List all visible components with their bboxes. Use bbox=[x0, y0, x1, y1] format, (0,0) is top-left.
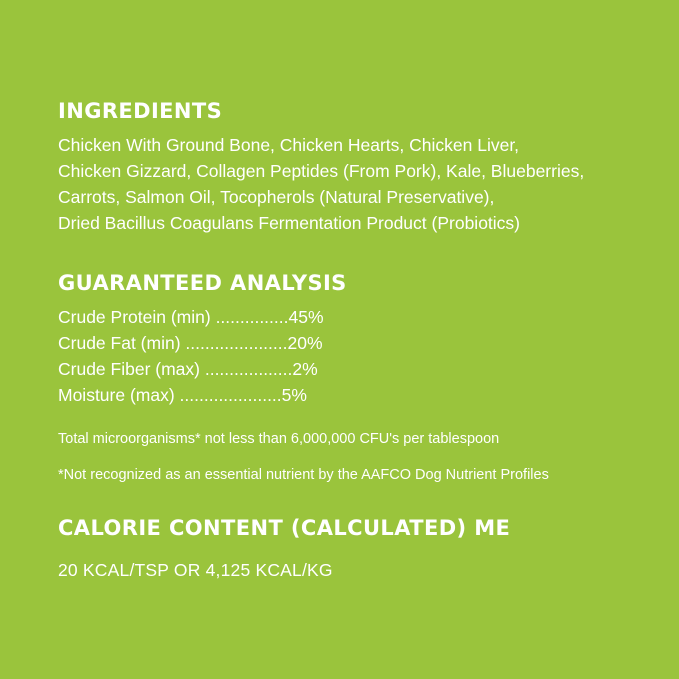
ingredients-section bbox=[58, 100, 584, 236]
analysis-label: Crude Fat (min) bbox=[58, 333, 181, 354]
analysis-dots: ..................... bbox=[174, 385, 282, 406]
calorie-content-heading: CALORIE CONTENT (CALCULATED) ME bbox=[58, 516, 511, 540]
analysis-dots: ............... bbox=[210, 307, 289, 328]
guaranteed-analysis-heading: GUARANTEED ANALYSIS bbox=[58, 271, 347, 295]
ingredients-line: Dried Bacillus Coagulans Fermentation Product (Probiotics) bbox=[58, 213, 521, 234]
analysis-value: 5% bbox=[281, 385, 307, 406]
ingredients-line: Carrots, Salmon Oil, Tocopherols (Natural Preservative), bbox=[58, 187, 495, 208]
ingredients-line: Chicken With Ground Bone, Chicken Hearts, Chicken Liver, bbox=[58, 135, 520, 156]
analysis-dots: .................. bbox=[199, 359, 293, 380]
ingredients-heading: INGREDIENTS bbox=[58, 99, 223, 123]
analysis-row bbox=[58, 304, 347, 330]
analysis-label: Crude Protein (min) bbox=[58, 307, 211, 328]
analysis-dots: ..................... bbox=[180, 333, 288, 354]
calorie-content-value: 20 KCAL/TSP OR 4,125 KCAL/KG bbox=[58, 559, 333, 580]
analysis-value: 2% bbox=[292, 359, 318, 380]
microorganisms-note: Total microorganisms* not less than 6,000,000 CFU's per tablespoon bbox=[58, 431, 500, 447]
analysis-label: Crude Fiber (max) bbox=[58, 359, 200, 380]
analysis-row bbox=[58, 330, 347, 356]
analysis-row bbox=[58, 356, 347, 382]
calorie-content-section bbox=[58, 517, 510, 599]
analysis-value: 45% bbox=[288, 307, 324, 328]
ingredients-line: Chicken Gizzard, Collagen Peptides (From Pork), Kale, Blueberries, bbox=[58, 161, 585, 182]
aafco-note: *Not recognized as an essential nutrient by the AAFCO Dog Nutrient Profiles bbox=[58, 467, 549, 483]
analysis-label: Moisture (max) bbox=[58, 385, 175, 406]
guaranteed-analysis-section bbox=[58, 272, 347, 408]
analysis-value: 20% bbox=[287, 333, 323, 354]
analysis-row bbox=[58, 382, 347, 408]
